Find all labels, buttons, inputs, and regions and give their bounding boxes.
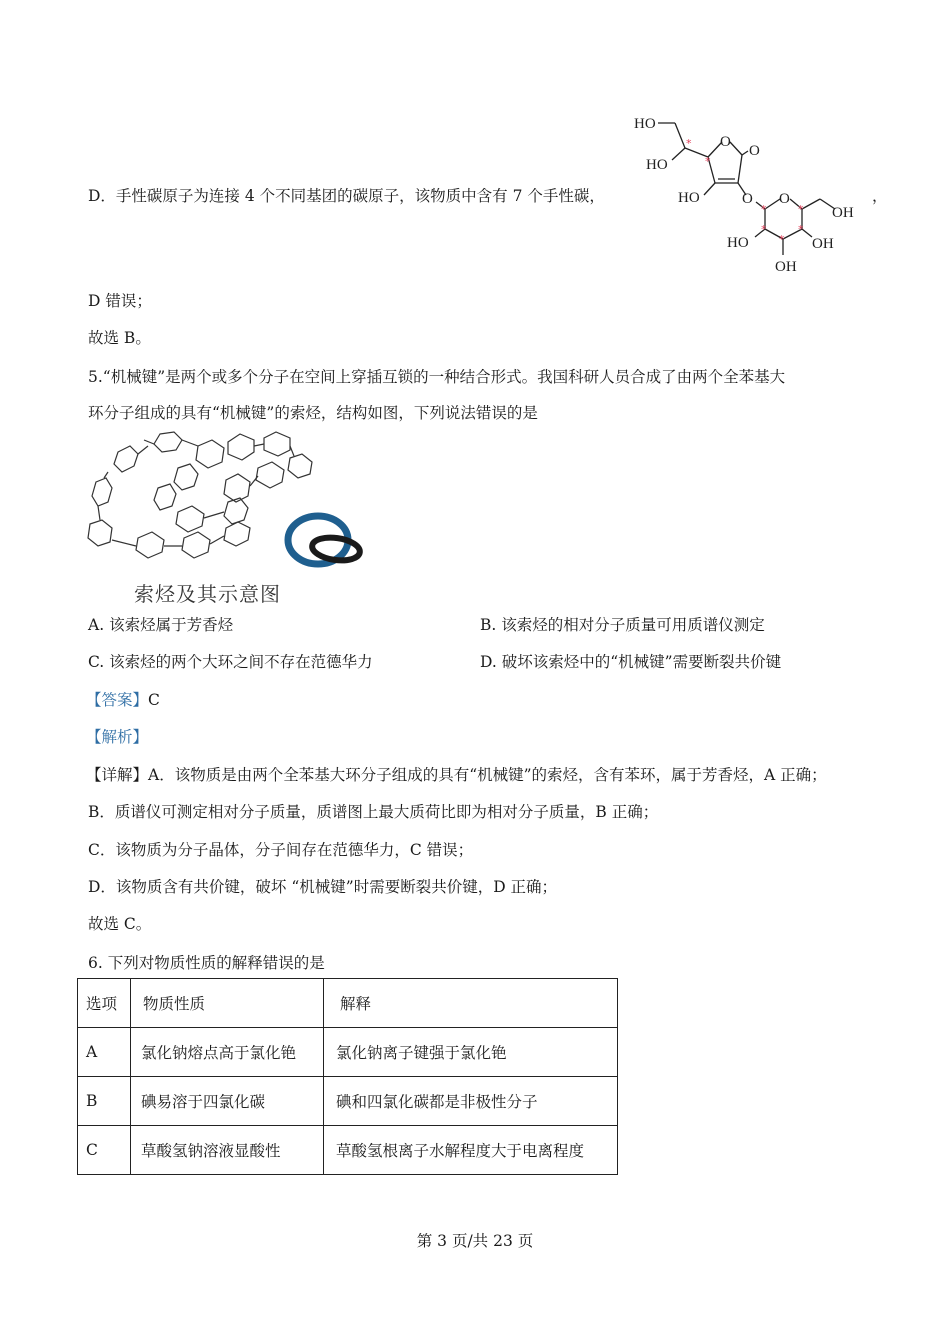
q5-option-c: C. 该索烃的两个大环之间不存在范德华力 <box>88 653 373 671</box>
table-row: C 草酸氢钠溶液显酸性 草酸氢根离子水解程度大于电离程度 <box>78 1126 618 1175</box>
svg-text:*: * <box>779 233 785 246</box>
svg-text:*: * <box>798 203 804 216</box>
q6-table <box>77 978 618 1175</box>
header-property: 物质性质 <box>131 979 324 1028</box>
svg-text:OH: OH <box>775 259 797 275</box>
analysis-tag: 【解析】 <box>86 728 149 746</box>
answer-tag: 【答案】 <box>86 691 149 709</box>
detail-line-b: B．质谱仪可测定相对分子质量，质谱图上最大质荷比即为相对分子质量，B 正确； <box>88 803 659 821</box>
svg-text:*: * <box>705 155 711 168</box>
q5-option-d: D. 破坏该索烃中的“机械键”需要断裂共价键 <box>480 653 782 671</box>
q6-stem: 6. 下列对物质性质的解释错误的是 <box>88 954 325 972</box>
table-header-row <box>78 979 618 1028</box>
svg-text:O: O <box>749 143 760 159</box>
svg-text:O: O <box>742 191 753 207</box>
svg-text:*: * <box>798 223 804 236</box>
detail-tag: 【详解】 <box>86 766 149 784</box>
figure-caption: 索烃及其示意图 <box>134 582 281 606</box>
svg-text:O: O <box>779 191 790 207</box>
conclusion-d: D 错误； <box>88 292 152 310</box>
q5-option-b: B. 该索烃的相对分子质量可用质谱仪测定 <box>480 616 765 634</box>
option-d-text: D．手性碳原子为连接 4 个不同基团的碳原子，该物质中含有 7 个手性碳， <box>88 187 605 205</box>
prev-choice: 故选 B。 <box>88 329 151 347</box>
detail-line-d: D．该物质含有共价键，破坏 “机械键”时需要断裂共价键，D 正确； <box>88 878 558 896</box>
svg-text:OH: OH <box>832 205 854 221</box>
header-option: 选项 <box>78 979 131 1028</box>
detail-line-a: 【详解】A．该物质是由两个全苯基大环分子组成的具有“机械键”的索烃，含有苯环，属于芳香烃，A 正确； <box>86 766 827 784</box>
answer-value: C <box>148 691 160 709</box>
svg-text:*: * <box>761 223 767 236</box>
svg-text:HO: HO <box>727 235 749 251</box>
svg-text:HO: HO <box>634 116 656 132</box>
table-row: B 碘易溶于四氯化碳 碘和四氯化碳都是非极性分子 <box>78 1077 618 1126</box>
svg-text:HO: HO <box>646 157 668 173</box>
ascorbic-glycoside-structure <box>630 105 865 280</box>
q5-stem-line1: 5.“机械键”是两个或多个分子在空间上穿插互锁的一种结合形式。我国科研人员合成了由两个全苯基大 <box>88 368 786 386</box>
svg-text:OH: OH <box>812 236 834 252</box>
table-row: A 氯化钠熔点高于氯化铯 氯化钠离子键强于氯化铯 <box>78 1028 618 1077</box>
catenane-structure-figure <box>78 428 368 573</box>
svg-text:O: O <box>720 134 731 150</box>
q5-stem-line2: 环分子组成的具有“机械键”的索烃，结构如图，下列说法错误的是 <box>88 404 538 422</box>
header-explanation: 解释 <box>324 979 618 1028</box>
svg-text:*: * <box>761 203 767 216</box>
black-ring-icon <box>311 535 362 563</box>
detail-line-c: C．该物质为分子晶体，分子间存在范德华力，C 错误； <box>88 841 474 859</box>
answer-line <box>86 690 160 710</box>
trailing-comma: ， <box>872 187 888 205</box>
q5-option-a: A. 该索烃属于芳香烃 <box>88 616 234 634</box>
page-footer: 第 3 页/共 23 页 <box>416 1232 534 1250</box>
q5-choice: 故选 C。 <box>88 915 152 933</box>
svg-text:HO: HO <box>678 190 700 206</box>
svg-text:*: * <box>686 137 692 150</box>
